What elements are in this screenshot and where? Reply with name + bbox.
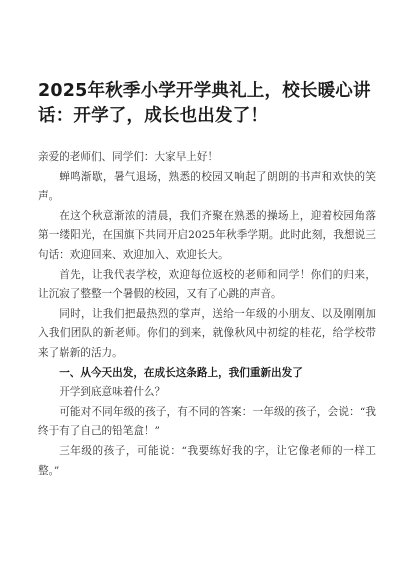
body-paragraph: 同时，让我们把最热烈的掌声，送给一年级的小朋友、以及刚刚加入我们团队的新老师。你们的到来，就像秋风中初绽的桂花，给学校带来了崭新的活力。 <box>38 307 376 359</box>
body-paragraph: 三年级的孩子，可能说：“我要练好我的字，让它像老师的一样工整。” <box>38 444 376 477</box>
body-paragraph: 开学到底意味着什么？ <box>59 386 166 399</box>
body-paragraph: 可能对不同年级的孩子，有不同的答案：一年级的孩子，会说：“我终于有了自己的铅笔盒！” <box>38 405 376 438</box>
body-paragraph: 蝉鸣渐歇，暑气退场，熟悉的校园又响起了朗朗的书声和欢快的笑声。 <box>38 170 376 203</box>
document-body <box>38 148 376 481</box>
body-paragraph: 首先，让我代表学校，欢迎每位返校的老师和同学！你们的归来，让沉寂了整整一个暑假的校园，又有了心跳的声音。 <box>38 268 376 301</box>
greeting-paragraph: 亲爱的老师们、同学们：大家早上好！ <box>38 151 219 163</box>
document-title: 2025年秋季小学开学典礼上，校长暖心讲话：开学了，成长也出发了！ <box>38 81 371 126</box>
body-paragraph: 在这个秋意渐浓的清晨，我们齐聚在熟悉的操场上，迎着校园角落第一缕阳光，在国旗下共同开启2025年秋季学期。此时此刻，我想说三句话：欢迎回来、欢迎加入、欢迎长大。 <box>38 209 376 261</box>
section-heading: 一、从今天出发，在成长这条路上，我们重新出发了 <box>59 366 303 379</box>
